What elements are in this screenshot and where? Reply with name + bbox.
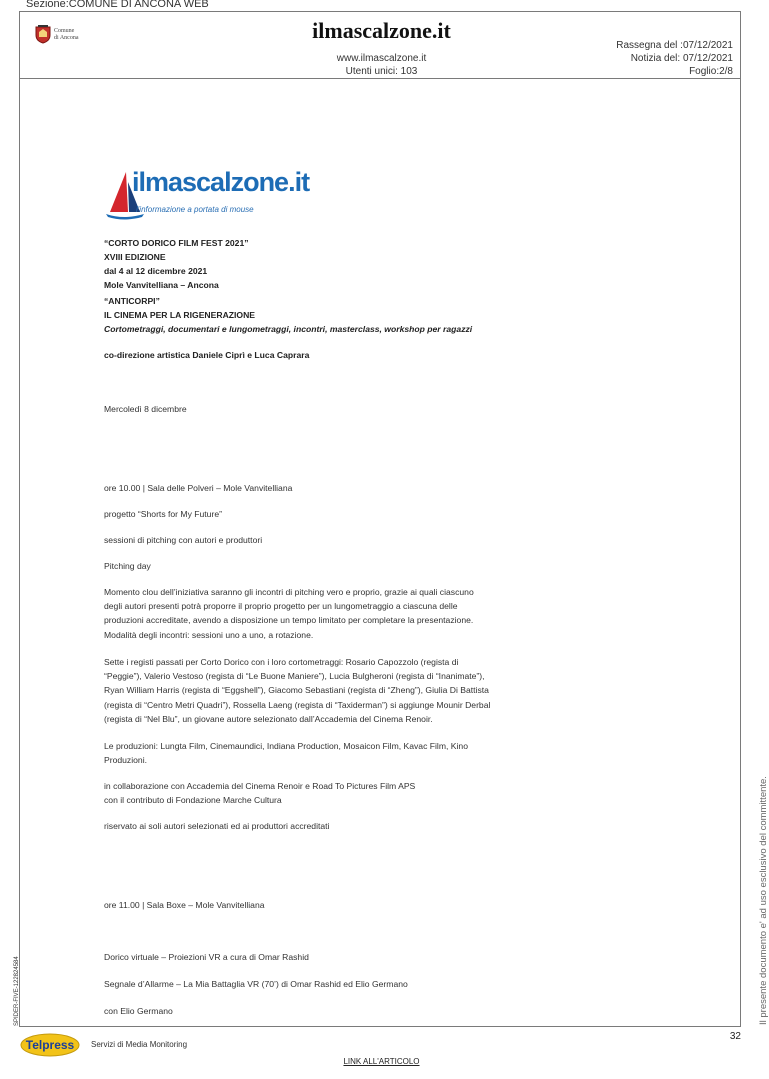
- program-summary: Cortometraggi, documentari e lungometraggi, incontri, masterclass, workshop per ragazzi: [104, 324, 473, 334]
- edition: XVIII EDIZIONE: [104, 252, 166, 262]
- header-divider: [19, 78, 741, 79]
- sheet-number: Foglio:2/8: [689, 66, 733, 77]
- article-link[interactable]: LINK ALL'ARTICOLO: [343, 1057, 420, 1066]
- unique-users: Utenti unici: 103: [345, 66, 418, 77]
- event1-paragraph-3: Le produzioni: Lungta Film, Cinemaundici, Indiana Production, Mosaicon Film, Kavac Film, Kino Produzioni.: [104, 741, 468, 766]
- event1-pitching-day: Pitching day: [104, 561, 151, 571]
- telpress-logo: [20, 1033, 80, 1057]
- event2-line-3: con Elio Germano: [104, 1006, 173, 1016]
- co-direction: co-direzione artistica Daniele Ciprì e Luca Caprara: [104, 350, 310, 360]
- section-label: Sezione:COMUNE DI ANCONA WEB: [26, 0, 209, 10]
- usage-notice: Il presente documento e' ad uso esclusivo del committente.: [758, 776, 769, 1025]
- day-heading: Mercoledì 8 dicembre: [104, 404, 187, 414]
- event1-time-place: ore 10.00 | Sala delle Polveri – Mole Vanvitelliana: [104, 483, 293, 493]
- logo-wordmark: ilmascalzone.it: [132, 167, 310, 197]
- festival-dates: dal 4 al 12 dicembre 2021: [104, 266, 208, 276]
- page-number: 32: [729, 1031, 741, 1042]
- page-frame: [19, 11, 741, 1027]
- event2-line-2: Segnale d’Allarme – La Mia Battaglia VR (70’) di Omar Rashid ed Elio Germano: [104, 979, 408, 989]
- event1-paragraph-4: in collaborazione con Accademia del Cinema Renoir e Road To Pictures Film APS con il contributo di Fondazione Marche Cultura: [104, 781, 416, 806]
- spider-id: SPIDER-FIVE-122824584: [14, 956, 20, 1026]
- site-title: ilmascalzone.it: [312, 18, 451, 43]
- logo-tagline: l'informazione a portata di mouse: [136, 205, 254, 214]
- event2-time-place: ore 11.00 | Sala Boxe – Mole Vanvitelliana: [104, 900, 265, 910]
- festival-title: “CORTO DORICO FILM FEST 2021”: [104, 238, 249, 248]
- event2-line-1: Dorico virtuale – Proiezioni VR a cura di Omar Rashid: [104, 952, 309, 962]
- event1-paragraph-1: Momento clou dell’iniziativa saranno gli incontri di pitching vero e proprio, grazie ai quali ciascuno degli autori presenti potrà proporre il proprio progetto per un lungometraggio a ciascuna delle produzioni accreditate, avendo a disposizione un tempo limitato per completare la presentazione. Modalità degli incontri: sessioni uno a uno, a rotazione.: [104, 587, 474, 640]
- theme-subtitle: IL CINEMA PER LA RIGENERAZIONE: [104, 310, 256, 320]
- rassegna-date: Rassegna del :07/12/2021: [616, 40, 733, 51]
- notizia-date: Notizia del: 07/12/2021: [630, 53, 733, 64]
- event1-project: progetto “Shorts for My Future”: [104, 509, 222, 519]
- event1-paragraph-2: Sette i registi passati per Corto Dorico con i loro cortometraggi: Rosario Capozzolo (regista di “Peggie”), Valerio Vestoso (regista di “Le Buone Maniere”), Lucia Bulgheroni (regista di “Inanimate”), Ryan William Harris (regista di “Eggshell”), Giacomo Sebastiani (regista di “Zheng”), Giulia Di Battista (regista di “Centro Metri Quadri”), Rossella Laeng (regista di “Taxiderman”) si aggiunge Mounir Derbal (regista di “Nel Blu”, un giovane autore selezionato dall’Accademia del Cinema Renoir.: [104, 657, 491, 724]
- media-monitoring-label: Servizi di Media Monitoring: [91, 1040, 188, 1049]
- theme-title: “ANTICORPI”: [104, 296, 160, 306]
- crest-caption: Comune di Ancona: [54, 28, 79, 41]
- site-url: www.ilmascalzone.it: [336, 53, 427, 64]
- festival-venue: Mole Vanvitelliana – Ancona: [104, 280, 219, 290]
- event1-reserved: riservato ai soli autori selezionati ed ai produttori accreditati: [104, 821, 330, 831]
- event1-sessions: sessioni di pitching con autori e produttori: [104, 535, 263, 545]
- telpress-logo-text: Telpress: [25, 1038, 75, 1052]
